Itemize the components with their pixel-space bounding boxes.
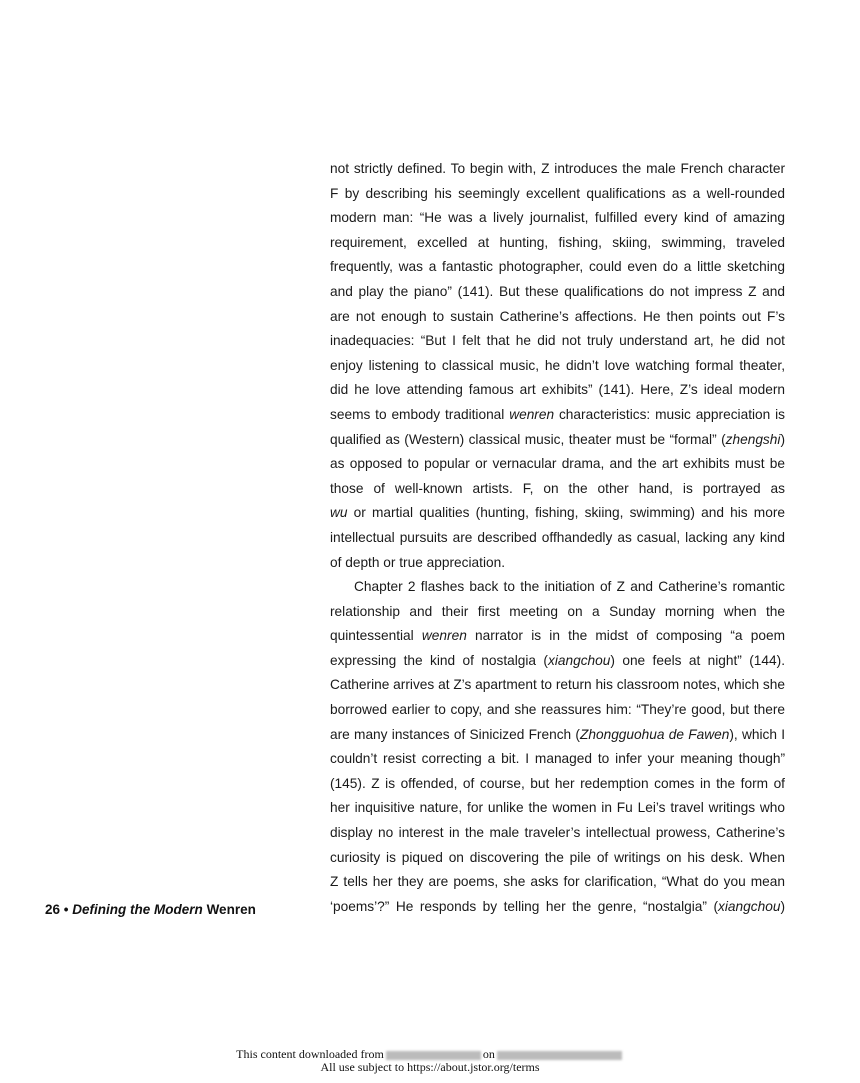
text-run: F by describing his seemingly excellent qualifications as a well-rounded: [330, 185, 785, 201]
text-line: [330, 329, 785, 354]
text-run: inadequacies: “But I felt that he did not truly understand art, he did not: [330, 333, 785, 349]
text-line: [330, 796, 785, 821]
text-run: display no interest in the male traveler’s intellectual prowess, Catherine’s: [330, 825, 785, 841]
text-line: [330, 305, 785, 330]
italic-term: wu: [330, 505, 348, 521]
text-line: [330, 870, 785, 895]
text-run: are not enough to sustain Catherine’s affections. He then points out F’s: [330, 308, 785, 324]
text-line: [330, 551, 785, 576]
redacted-ip: [386, 1051, 481, 1060]
text-line: [330, 428, 785, 453]
text-run: narrator is in the midst of composing “a poem: [466, 628, 785, 644]
text-line: [330, 255, 785, 280]
italic-term: Zhongguohua de Fawen: [580, 726, 730, 742]
text-line: [330, 624, 785, 649]
body-text: [330, 157, 785, 919]
text-run: characteristics: music appreciation is: [554, 406, 785, 422]
italic-term: wenren: [509, 406, 555, 422]
text-line: [330, 157, 785, 182]
text-run: borrowed earlier to copy, and she reassures him: “They’re good, but there: [330, 702, 785, 718]
text-line: [330, 403, 785, 428]
text-run: curiosity is piqued on discovering the pile of writings on his desk. When: [330, 849, 785, 865]
text-line: [330, 575, 785, 600]
text-line: [330, 649, 785, 674]
text-run: her inquisitive nature, for unlike the women in Fu Lei’s travel writings who: [330, 800, 785, 816]
redacted-date: [497, 1051, 622, 1060]
text-line: [330, 231, 785, 256]
text-run: intellectual pursuits are described offhandedly as casual, lacking any kind: [330, 529, 785, 545]
text-run: ), which I: [729, 726, 785, 742]
italic-term: zhengshi: [725, 431, 781, 447]
text-run: ): [780, 898, 785, 914]
text-line: [330, 526, 785, 551]
text-run: expressing the kind of nostalgia (: [330, 652, 548, 668]
text-line: [330, 772, 785, 797]
text-run: Catherine arrives at Z’s apartment to return his classroom notes, which she: [330, 677, 785, 693]
terms-notice: All use subject to https://about.jstor.org/terms: [320, 1060, 540, 1074]
text-run: Chapter 2 flashes back to the initiation of Z and Catherine’s romantic: [354, 579, 785, 595]
text-line: [330, 378, 785, 403]
text-line: [330, 477, 785, 502]
text-run: qualified as (Western) classical music, theater must be “formal” (: [330, 431, 726, 447]
text-line: [330, 895, 785, 920]
text-run: as opposed to popular or vernacular drama, and the art exhibits must be: [330, 456, 785, 472]
text-run: relationship and their first meeting on a Sunday morning when the: [330, 603, 785, 619]
text-line: [330, 182, 785, 207]
text-line: [330, 354, 785, 379]
download-notice: This content downloaded from: [236, 1047, 384, 1061]
text-run: Z tells her they are poems, she asks for clarification, “What do you mean: [330, 874, 785, 890]
text-run: ): [780, 431, 785, 447]
text-run: requirement, excelled at hunting, fishing, skiing, swimming, traveled: [330, 234, 785, 250]
text-run: and play the piano” (141). But these qualifications do not impress Z and: [330, 283, 785, 299]
italic-term: xiangchou: [547, 652, 611, 668]
italic-term: xiangchou: [718, 898, 781, 914]
text-line: [330, 600, 785, 625]
book-title-italic: Defining the Modern: [72, 902, 203, 917]
text-line: [330, 821, 785, 846]
text-run: quintessential: [330, 628, 422, 644]
running-footer: [45, 902, 256, 917]
text-run: (145). Z is offended, of course, but her redemption comes in the form of: [330, 775, 785, 791]
text-run: frequently, was a fantastic photographer, could even do a little sketching: [330, 259, 785, 275]
text-line: [330, 206, 785, 231]
book-title-plain: Wenren: [206, 902, 256, 917]
text-run: couldn’t resist correcting a bit. I managed to infer your meaning though”: [330, 751, 785, 767]
text-line: [330, 747, 785, 772]
text-run: those of well-known artists. F, on the other hand, is portrayed as: [330, 480, 785, 496]
text-run: seems to embody traditional: [330, 406, 510, 422]
download-notice-on: on: [482, 1047, 495, 1061]
text-line: [330, 673, 785, 698]
page-number: 26: [45, 902, 61, 917]
text-run: did he love attending famous art exhibits” (141). Here, Z’s ideal modern: [330, 382, 785, 398]
text-line: [330, 698, 785, 723]
text-run: of depth or true appreciation.: [330, 554, 506, 570]
footer-bullet: •: [63, 902, 69, 917]
text-run: ) one feels at night” (144).: [610, 652, 785, 668]
text-line: [330, 846, 785, 871]
text-line: [330, 280, 785, 305]
text-run: modern man: “He was a lively journalist, fulfilled every kind of amazing: [330, 210, 785, 226]
italic-term: wenren: [421, 628, 467, 644]
text-run: or martial qualities (hunting, fishing, skiing, swimming) and his more: [347, 505, 785, 521]
text-line: [330, 723, 785, 748]
text-line: [330, 501, 785, 526]
jstor-notice: [0, 1048, 860, 1074]
text-run: are many instances of Sinicized French (: [330, 726, 580, 742]
text-run: ‘poems’?” He responds by telling her the genre, “nostalgia” (: [330, 898, 719, 914]
text-run: enjoy listening to classical music, he didn’t love watching formal theater,: [330, 357, 785, 373]
text-run: not strictly defined. To begin with, Z introduces the male French character: [330, 161, 785, 176]
text-line: [330, 452, 785, 477]
